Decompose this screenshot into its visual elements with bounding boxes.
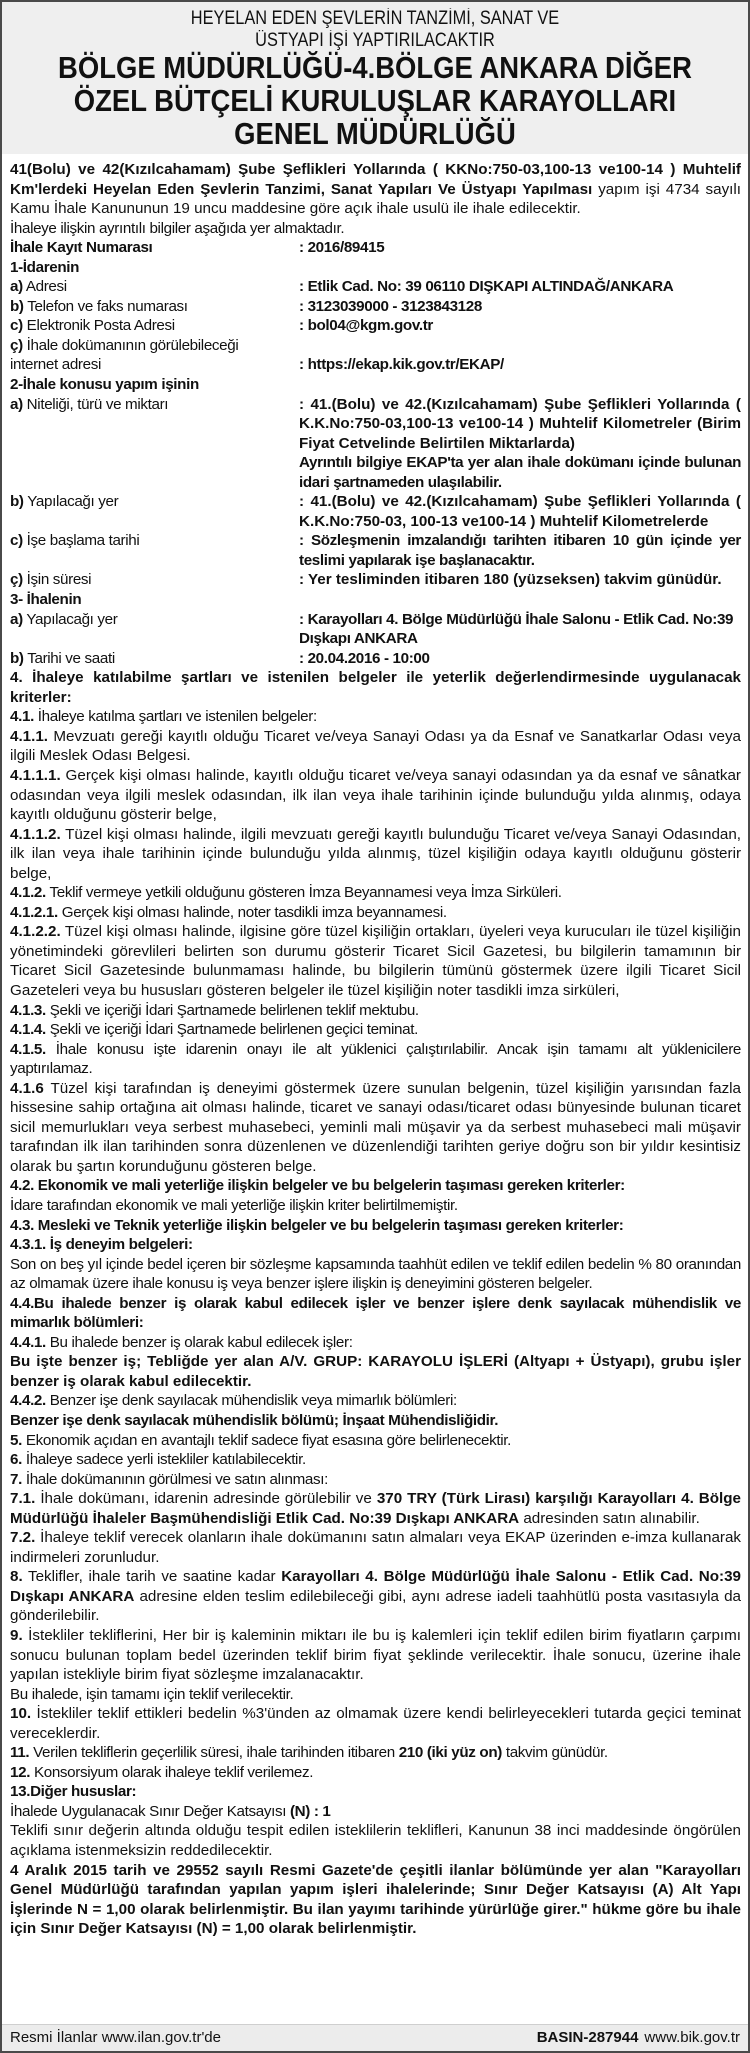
clause-number: 5. bbox=[10, 1431, 22, 1449]
clause-number: 4.1.2.1. bbox=[10, 903, 58, 921]
clause-text: Şekli ve içeriği İdari Şartnamede belirlenen teklif mektubu. bbox=[45, 1001, 419, 1019]
clause-4-4-heading: 4.4.Bu ihalede benzer iş olarak kabul edilecek işler ve benzer işlere denk sayılacak mühendislik ve mimarlık bölümleri: bbox=[10, 1294, 741, 1332]
clause-4-1-2-2 bbox=[10, 922, 741, 1000]
clause-text: adresinden satın alınabilir. bbox=[519, 1509, 700, 1527]
clause-text: Tüzel kişi olması halinde, ilgisine göre tüzel kişiliğin ortakları, üyeleri veya kurucuları ile tüzel kişiliğin yönetimindeki görevlileri belirten son durumu gösterir Ticaret Sicil Gazetesi, bu bilgilerin tamamının bir Ticaret Sicil Gazetesinde bulunmaması halinde, bu bilgilerin tümünü göstermek üzere ilgili Ticaret Sicil Gazeteleri veya bu hususları gösteren belgeler ile tüzel kişiliğin noter tasdikli imza sirküleri, bbox=[10, 923, 741, 999]
notice-title-line-2: ÖZEL BÜTÇELİ KURULUŞLAR KARAYOLLARI bbox=[73, 84, 677, 118]
clause-number: 4.1.3. bbox=[10, 1001, 46, 1019]
clause-number: 7. bbox=[10, 1470, 22, 1488]
clause-text: Mevzuatı gereği kayıtlı olduğu Ticaret ve/veya Sanayi Odası ya da Esnaf ve Sanatkarlar Odası veya ilgili Meslek Odası Belgesi. bbox=[10, 727, 741, 765]
clause-number: 6. bbox=[10, 1451, 22, 1469]
clause-4-2-heading: 4.2. Ekonomik ve mali yeterliğe ilişkin belgeler ve bu belgelerin taşıması gereken kriterler: bbox=[10, 1177, 625, 1195]
clause-6 bbox=[10, 1450, 741, 1470]
section-2-row-a bbox=[10, 395, 741, 493]
row-label: İşin süresi bbox=[22, 571, 92, 589]
clause-bold: Karayolları 4. Bölge Müdürlüğü İhale Salonu - Etlik Cad. No:39 Dışkapı ANKARA bbox=[10, 1568, 741, 1605]
section-1-row-a bbox=[10, 277, 741, 297]
section-2-row-c-cedilla bbox=[10, 570, 741, 590]
clause-bold: 370 TRY (Türk Lirası) karşılığı Karayolları 4. Bölge Müdürlüğü İhaleler Başmühendisliği Etlik Cad. No:39 Dışkapı ANKARA bbox=[10, 1490, 741, 1527]
notice-body bbox=[2, 154, 748, 1939]
clause-text: İhaleye sadece yerli istekliler katılabilecektir. bbox=[21, 1451, 306, 1469]
clause-13-text: Teklifi sınır değerin altında olduğu tespit edilen isteklilerin teklifleri, Kanunun 38 inci maddesinde öngörülen açıklama istenmeksizin reddedilecektir. bbox=[10, 1822, 741, 1860]
clause-text: Tüzel kişi olması halinde, ilgili mevzuatı gereği kayıtlı bulunduğu Ticaret ve/veya Sanayi Odasından, ilk ilan veya ihale tarihinin içinde bulunduğu yılda alınmış, tüzel kişiliğin odaya kayıtlı olduğunu gösterir belge, bbox=[10, 825, 741, 882]
clause-text: Şekli ve içeriği İdari Şartnamede belirlenen geçici teminat. bbox=[45, 1021, 418, 1039]
clause-4-1-2 bbox=[10, 883, 741, 903]
clause-text: Gerçek kişi olması halinde, noter tasdikli imza beyannamesi. bbox=[57, 903, 447, 921]
row-value: : Etlik Cad. No: 39 06110 DIŞKAPI ALTINDAĞ/ANKARA bbox=[299, 278, 674, 296]
clause-9-b: Bu ihalede, işin tamamı için teklif verilecektir. bbox=[10, 1685, 294, 1703]
clause-5 bbox=[10, 1431, 741, 1451]
clause-4-3-1-heading: 4.3.1. İş deneyim belgeleri: bbox=[10, 1236, 193, 1254]
clause-number: 7.1. bbox=[10, 1490, 36, 1508]
row-letter: ç) bbox=[10, 571, 23, 589]
clause-4-2-text: İdare tarafından ekonomik ve mali yeterliğe ilişkin kriter belirtilmemiştir. bbox=[10, 1196, 458, 1214]
clause-number: 4.1.1. bbox=[10, 727, 48, 745]
row-letter: b) bbox=[10, 493, 24, 511]
clause-4-1-1-1 bbox=[10, 766, 741, 825]
clause-text: Bu ihalede benzer iş olarak kabul edilecek işler: bbox=[45, 1333, 353, 1351]
row-value: : 20.04.2016 - 10:00 bbox=[299, 649, 430, 667]
intro-paragraph bbox=[10, 160, 741, 219]
clause-number: 4.1.2.2. bbox=[10, 923, 61, 941]
clause-text: İstekliler teklif ettikleri bedelin %3'ünden az olmamak üzere kendi belirleyecekleri tutarda geçici teminat vereceklerdir. bbox=[10, 1705, 741, 1742]
clause-text: İstekliler tekliflerini, Her bir iş kaleminin miktarı ile bu iş kalemleri için teklif edilen birim fiyatların çarpımı sonucu bulunan toplam bedel üzerinden teklif birim fiyat şeklinde verilecektir. İhale sonucu, üzerine ihale yapılan istekliyle birim fiyat sözleşme imzalanacaktır. bbox=[10, 1627, 741, 1684]
row-label: Tarihi ve saati bbox=[23, 649, 115, 667]
section-1-heading: 1-İdarenin bbox=[10, 258, 80, 276]
clause-number: 4.1.1.2. bbox=[10, 825, 61, 843]
clause-4-4-1 bbox=[10, 1333, 741, 1353]
notice-title-line-3: GENEL MÜDÜRLÜĞÜ bbox=[234, 117, 516, 151]
row-label: İşe başlama tarihi bbox=[22, 532, 140, 550]
section-2-row-b bbox=[10, 492, 741, 531]
clause-text: takvim günüdür. bbox=[501, 1744, 608, 1762]
notice-subtitle-line-2: ÜSTYAPI İŞİ YAPTIRILACAKTIR bbox=[255, 30, 495, 51]
clause-4-4-2-text: Benzer işe denk sayılacak mühendislik bölümü; İnşaat Mühendisliğidir. bbox=[10, 1412, 499, 1429]
clause-number: 4.1.6 bbox=[10, 1079, 44, 1097]
row-value: : 41.(Bolu) ve 42.(Kızılcahamam) Şube Şeflikleri Yollarında ( K.K.No:750-03,100-13 ve100-14 ) Muhtelif Kilometreler (Birim Fiyat Cetvelinde Belirtilen Miktarlarda) bbox=[299, 395, 741, 452]
clause-text: İhalede Uygulanacak Sınır Değer Katsayısı bbox=[10, 1802, 290, 1820]
ekap-link[interactable]: : https://ekap.kik.gov.tr/EKAP/ bbox=[299, 356, 504, 374]
row-letter: c) bbox=[10, 317, 23, 335]
clause-text: adresine elden teslim edilebileceği gibi, aynı adrese iadeli taahhütlü posta vasıtasıyla da gönderilebilir. bbox=[10, 1587, 741, 1625]
row-value: : 41.(Bolu) ve 42.(Kızılcahamam) Şube Şeflikleri Yollarında ( K.K.No:750-03, 100-13 ve100-14 ) Muhtelif Kilometrelerde bbox=[299, 493, 741, 530]
clause-text: Tüzel kişi tarafından iş deneyimi göstermek üzere sunulan belgenin, tüzel kişiliğin yarısından fazla hissesine sahip ortağına ait olması halinde, ticaret ve sanayi odası/ticaret odası bünyesinde bulunan ticaret sicil memurlukları veya serbest muhasebeci, yeminli mali müşavir ya da serbest muhasebeci mali müşavir tarafından ilk ilan tarihinden sonra düzenlenen ve düzenlendiği tarihten geriye doğru son bir yıldır kesintisiz olarak bu şartın korunduğunu gösteren belge. bbox=[10, 1079, 741, 1175]
row-letter: a) bbox=[10, 278, 23, 296]
section-1-row-b bbox=[10, 297, 741, 317]
press-code: BASIN-287944 bbox=[536, 2029, 639, 2046]
intro-rest: yapım işi 4734 sayılı Kamu İhale Kanununun 19 uncu maddesine göre açık ihale usulü ile ihale edilecektir. bbox=[10, 180, 741, 218]
clause-number: 4.1.4. bbox=[10, 1021, 46, 1039]
footer-site-link[interactable]: www.bik.gov.tr bbox=[644, 2029, 740, 2046]
clause-number: 4.1.1.1. bbox=[10, 766, 61, 784]
row-letter: b) bbox=[10, 297, 24, 315]
row-letter: b) bbox=[10, 649, 24, 667]
row-letter: a) bbox=[10, 610, 23, 628]
row-label: Telefon ve faks numarası bbox=[23, 297, 188, 315]
row-letter: ç) bbox=[10, 336, 23, 354]
clause-number: 4.4.2. bbox=[10, 1392, 46, 1410]
clause-bold: 210 (iki yüz on) bbox=[398, 1744, 502, 1762]
row-value: : Sözleşmenin imzalandığı tarihten itibaren 10 gün içinde yer teslimi yapılarak işe başlanacaktır. bbox=[299, 532, 741, 569]
row-label: Yapılacağı yer bbox=[23, 493, 119, 511]
footer-right bbox=[537, 2025, 740, 2051]
clause-text: Verilen tekliflerin geçerlilik süresi, ihale tarihinden itibaren bbox=[29, 1744, 399, 1762]
clause-4-3-1-text: Son on beş yıl içinde bedel içeren bir sözleşme kapsamında taahhüt edilen ve teklif edilen bedelin % 80 oranından az olmamak üzere ihale konusu iş veya benzer işlere ilişkin iş deneyimini gösteren belgeler. bbox=[10, 1255, 741, 1293]
section-2-row-c bbox=[10, 531, 741, 570]
row-label: Elektronik Posta Adresi bbox=[22, 317, 175, 335]
section-1-row-c bbox=[10, 316, 741, 336]
clause-7-1 bbox=[10, 1489, 741, 1528]
clause-text: İhaleye katılma şartları ve istenilen belgeler: bbox=[33, 708, 317, 726]
row-label: İhale dokümanının görülebileceği bbox=[22, 336, 239, 354]
row-value: : Karayolları 4. Bölge Müdürlüğü İhale Salonu - Etlik Cad. No:39 Dışkapı ANKARA bbox=[299, 610, 734, 648]
registry-row bbox=[10, 238, 741, 258]
clause-4-4-2 bbox=[10, 1391, 741, 1411]
clause-number: 12. bbox=[10, 1763, 31, 1781]
intro-bold: 41(Bolu) ve 42(Kızılcahamam) Şube Şeflikleri Yollarında ( KKNo:750-03,100-13 ve100-14 ) Muhtelif Km'lerdeki Heyelan Eden Şevlerin Tanzimi, Sanat Yapıları Ve Üstyapı Yapılması bbox=[10, 161, 741, 198]
clause-13-bold: 4 Aralık 2015 tarih ve 29552 sayılı Resmi Gazete'de çeşitli ilanlar bölümünde yer alan "Karayolları Genel Müdürlüğü tarafından yapılan yapım işleri ihalelerinde; Sınır Değer Katsayısı (A) Alt Yapı İşlerinde N = 1,00 olarak belirlenmiştir. Bu ilan yayımı tarihinde yürürlüğe girer." hükme göre bu ihale için Sınır Değer Katsayısı (N) = 1,00 olarak belirlenmiştir. bbox=[10, 1861, 741, 1938]
email-link[interactable]: : bol04@kgm.gov.tr bbox=[299, 317, 433, 335]
row-label: Adresi bbox=[22, 278, 67, 296]
clause-number: 11. bbox=[10, 1744, 30, 1762]
clause-number: 4.1.2. bbox=[10, 884, 46, 902]
section-3-row-a bbox=[10, 610, 741, 649]
clause-text: Teklifler, ihale tarih ve saatine kadar bbox=[22, 1568, 282, 1586]
clause-13-heading: 13.Diğer hususlar: bbox=[10, 1783, 137, 1801]
section-2-heading: 2-İhale konusu yapım işinin bbox=[10, 376, 199, 394]
clause-text: Gerçek kişi olması halinde, kayıtlı olduğu ticaret ve/veya sanayi odasından ya da esnaf ve sânatkar odasından veya ilgili meslek odasından, ilk ilan veya ihale tarihinin içinde bulunduğu yılda alınmış, odaya kayıtlı olduğunu gösterir belge, bbox=[10, 766, 741, 824]
clause-4-1 bbox=[10, 707, 741, 727]
clause-8 bbox=[10, 1567, 741, 1626]
clause-text: Konsorsiyum olarak ihaleye teklif verilemez. bbox=[30, 1763, 314, 1781]
row-label: Yapılacağı yer bbox=[22, 610, 118, 628]
clause-text: İhale dokümanının görülmesi ve satın alınması: bbox=[21, 1470, 329, 1488]
clause-4-heading: 4. İhaleye katılabilme şartları ve istenilen belgeler ile yeterlik değerlendirmesinde uygulanacak kriterler: bbox=[10, 669, 741, 706]
registry-label: İhale Kayıt Numarası bbox=[10, 239, 153, 257]
clause-4-1-3 bbox=[10, 1001, 741, 1021]
row-label-2: internet adresi bbox=[10, 356, 101, 374]
clause-11 bbox=[10, 1743, 741, 1763]
row-label: Niteliği, türü ve miktarı bbox=[22, 395, 169, 413]
clause-number: 4.4.1. bbox=[10, 1333, 46, 1351]
clause-number: 7.2. bbox=[10, 1529, 36, 1547]
notice-footer bbox=[2, 2024, 748, 2051]
row-value: : 3123039000 - 3123843128 bbox=[299, 297, 482, 315]
clause-13-coefficient bbox=[10, 1802, 741, 1822]
notice-title-line-1: BÖLGE MÜDÜRLÜĞÜ-4.BÖLGE ANKARA DİĞER bbox=[58, 51, 692, 85]
clause-4-1-1 bbox=[10, 727, 741, 766]
clause-number: 8. bbox=[10, 1568, 23, 1586]
footer-left: Resmi İlanlar www.ilan.gov.tr'de bbox=[10, 2029, 221, 2046]
registry-value: : 2016/89415 bbox=[299, 239, 385, 257]
clause-7 bbox=[10, 1470, 741, 1490]
clause-4-1-2-1 bbox=[10, 903, 741, 923]
clause-number: 10. bbox=[10, 1705, 32, 1723]
intro-line-2: İhaleye ilişkin ayrıntılı bilgiler aşağıda yer almaktadır. bbox=[10, 219, 345, 237]
section-3-heading: 3- İhalenin bbox=[10, 591, 82, 609]
clause-4-1-4 bbox=[10, 1020, 741, 1040]
clause-number: 4.1.5. bbox=[10, 1040, 46, 1058]
clause-10 bbox=[10, 1704, 741, 1743]
section-3-row-b bbox=[10, 649, 741, 669]
clause-text: İhale konusu işte idarenin onayı ile alt yüklenici çalıştırılabilir. Ancak işin tamamı alt yüklenicilere yaptırılamaz. bbox=[10, 1040, 741, 1078]
row-value: : Yer tesliminden itibaren 180 (yüzseksen) takvim günüdür. bbox=[299, 571, 722, 589]
clause-text: Teklif vermeye yetkili olduğunu gösteren İmza Beyannamesi veya İmza Sirküleri. bbox=[45, 884, 562, 902]
clause-text: İhaleye teklif verecek olanların ihale dokümanını satın almaları veya EKAP üzerinden e-imza kullanarak indirmeleri zorunludur. bbox=[10, 1529, 741, 1566]
clause-number: 9. bbox=[10, 1627, 23, 1645]
clause-bold: (N) : 1 bbox=[289, 1802, 331, 1820]
row-value-2: Ayrıntılı bilgiye EKAP'ta yer alan ihale dokümanı içinde bulunan idari şartnameden ulaşılabilir. bbox=[299, 454, 741, 491]
clause-text: İhale dokümanı, idarenin adresinde görülebilir ve bbox=[35, 1490, 377, 1508]
clause-4-1-1-2 bbox=[10, 825, 741, 884]
section-1-row-c-cedilla bbox=[10, 336, 741, 375]
clause-text: Benzer işe denk sayılacak mühendislik veya mimarlık bölümleri: bbox=[45, 1392, 457, 1410]
clause-4-1-6 bbox=[10, 1079, 741, 1177]
clause-4-1-5 bbox=[10, 1040, 741, 1079]
clause-text: Ekonomik açıdan en avantajlı teklif sadece fiyat esasına göre belirlenecektir. bbox=[21, 1431, 511, 1449]
row-letter: c) bbox=[10, 532, 23, 550]
clause-4-3-heading: 4.3. Mesleki ve Teknik yeterliğe ilişkin belgeler ve bu belgelerin taşıması gereken kriterler: bbox=[10, 1216, 624, 1234]
clause-7-2 bbox=[10, 1528, 741, 1567]
clause-4-4-1-text: Bu işte benzer iş; Tebliğde yer alan A/V. GRUP: KARAYOLU İŞLERİ (Altyapı + Üstyapı), grubu işler benzer iş olarak kabul edilecektir. bbox=[10, 1353, 741, 1390]
notice-header bbox=[2, 2, 748, 154]
row-letter: a) bbox=[10, 395, 23, 413]
clause-9 bbox=[10, 1626, 741, 1685]
notice-subtitle-line-1: HEYELAN EDEN ŞEVLERİN TANZİMİ, SANAT VE bbox=[190, 8, 560, 29]
clause-12 bbox=[10, 1763, 741, 1783]
clause-number: 4.1. bbox=[10, 708, 34, 726]
